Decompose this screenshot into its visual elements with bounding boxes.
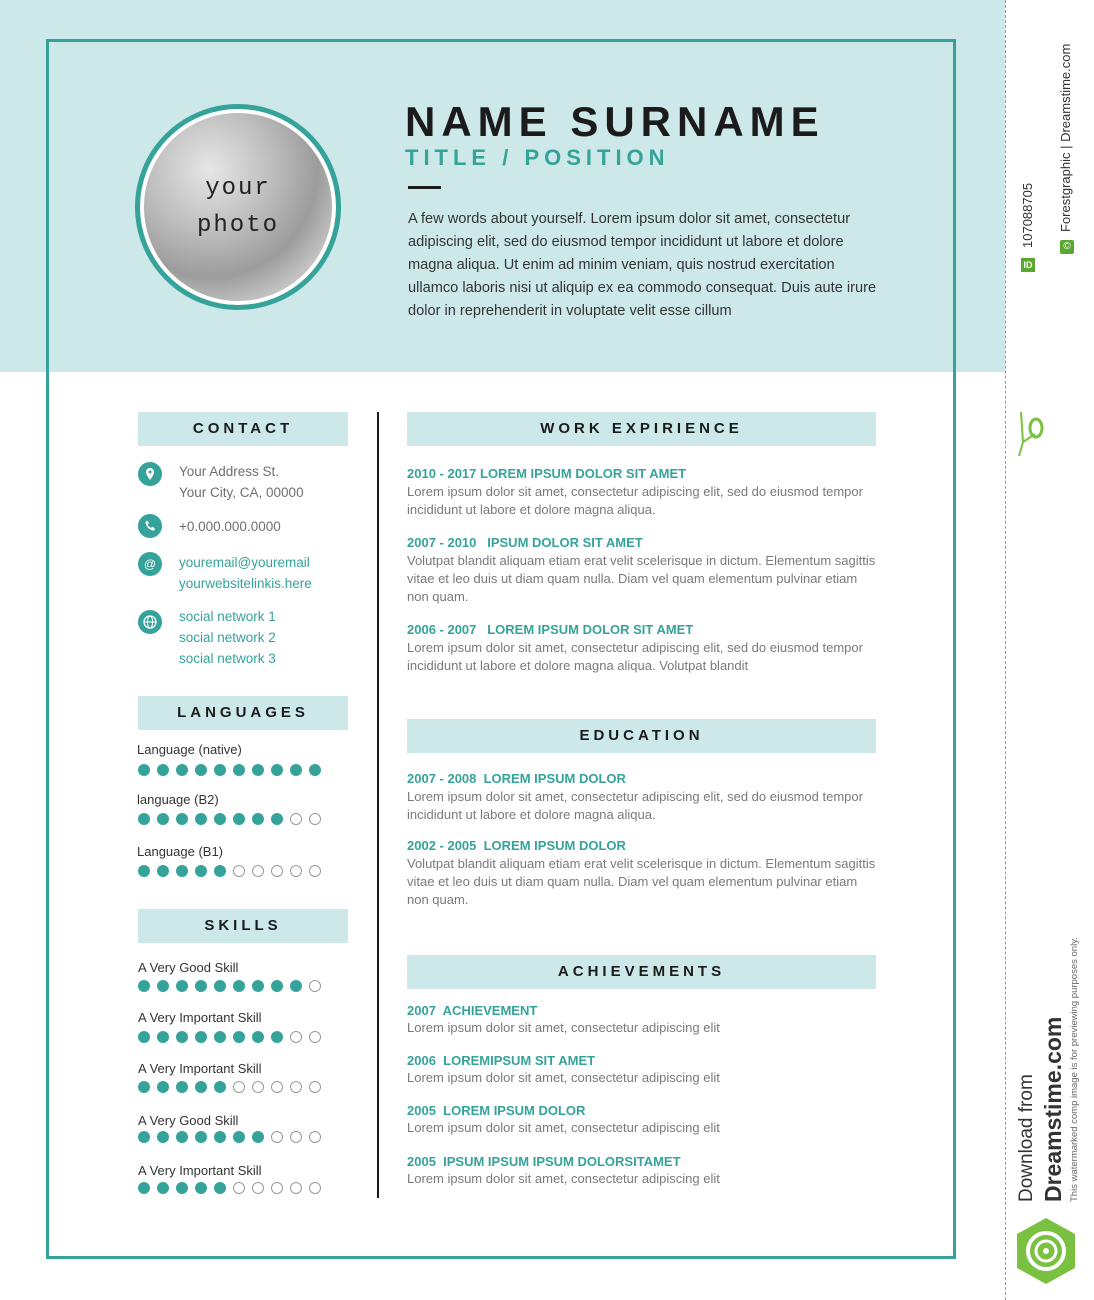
dreamstime-brand-text: Dreamstime.com (1040, 1016, 1066, 1202)
dreamstime-logo-icon (1011, 1216, 1081, 1286)
education-heading: EDUCATION (407, 719, 876, 753)
page-frame (46, 39, 956, 1259)
skill-label: A Very Important Skill (138, 1061, 262, 1076)
photo-placeholder-text: your photo (196, 175, 279, 239)
skill-label: A Very Important Skill (138, 1163, 262, 1178)
about-text: A few words about yourself. Lorem ipsum dolor sit amet, consectetur adipiscing elit, sed do eiusmod tempor incididunt ut labore et dolore magna aliqua. Ut enim ad minim veniam, quis nostrud exercitation ullamco laboris nisi ut aliquip ex ea commodo consequat. Duis aute irure dolor in reprehenderit in voluptate velit esse cillum (408, 211, 877, 319)
contact-address: Your Address St. Your City, CA, 00000 (179, 464, 304, 500)
education-entry-title: 2007 - 2008 LOREM IPSUM DOLOR (407, 771, 626, 786)
achievement-desc: Lorem ipsum dolor sit amet, consectetur adipiscing elit (407, 1120, 720, 1135)
work-entry-desc: Volutpat blandit aliquam etiam erat velit scelerisque in dictum. Elementum sagittis vitae et leo duis ut diam quam nulla. Diam vel quam elementum pulvinar etiam non quam. (407, 553, 876, 604)
achievement-title: 2005 LOREM IPSUM DOLOR (407, 1103, 586, 1118)
work-entry-title: 2007 - 2010 IPSUM DOLOR SIT AMET (407, 535, 643, 550)
social-link[interactable]: social network 2 (179, 630, 276, 645)
contact-phone: +0.000.000.0000 (179, 519, 281, 534)
achievements-heading: ACHIEVEMENTS (407, 955, 876, 989)
work-entry-desc: Lorem ipsum dolor sit amet, consectetur adipiscing elit, sed do eiusmod tempor incididunt ut labore et dolore magna aliqua. (407, 484, 863, 517)
image-credit: Forestgraphic | Dreamstime.com (1058, 43, 1073, 232)
achievement-desc: Lorem ipsum dolor sit amet, consectetur adipiscing elit (407, 1020, 720, 1035)
skill-label: A Very Good Skill (138, 960, 239, 975)
contact-heading: CONTACT (138, 412, 348, 446)
work-entry-title: 2010 - 2017 LOREM IPSUM DOLOR SIT AMET (407, 466, 687, 481)
achievement-title: 2007 ACHIEVEMENT (407, 1003, 538, 1018)
at-sign-icon: @ (138, 552, 162, 576)
download-from-text: Download from (1016, 1074, 1037, 1202)
watermark-notice: This watermarked comp image is for previewing purposes only. (1069, 937, 1080, 1202)
copyright-icon: © (1060, 240, 1074, 254)
work-heading: WORK EXPIRIENCE (407, 412, 876, 446)
education-entry-desc: Volutpat blandit aliquam etiam erat velit scelerisque in dictum. Elementum sagittis vitae et leo duis ut diam quam nulla. Diam vel quam elementum pulvinar etiam non quam. (407, 856, 876, 907)
work-entry-desc: Lorem ipsum dolor sit amet, consectetur adipiscing elit, sed do eiusmod tempor incididunt ut labore et dolore magna aliqua. Volutpat blandit (407, 640, 863, 673)
social-link[interactable]: social network 3 (179, 651, 276, 666)
id-badge: ID (1021, 258, 1035, 272)
scissors-icon (1005, 410, 1045, 470)
social-link[interactable]: social network 1 (179, 609, 276, 624)
languages-heading: LANGUAGES (138, 696, 348, 730)
achievement-desc: Lorem ipsum dolor sit amet, consectetur adipiscing elit (407, 1070, 720, 1085)
language-label: language (B2) (137, 792, 219, 807)
language-label: Language (native) (137, 742, 242, 757)
work-entry-title: 2006 - 2007 LOREM IPSUM DOLOR SIT AMET (407, 622, 694, 637)
achievement-desc: Lorem ipsum dolor sit amet, consectetur adipiscing elit (407, 1171, 720, 1186)
achievement-title: 2005 IPSUM IPSUM IPSUM DOLORSITAMET (407, 1154, 681, 1169)
skill-label: A Very Good Skill (138, 1113, 239, 1128)
skills-heading: SKILLS (138, 909, 348, 943)
resume-title: TITLE / POSITION (405, 145, 670, 170)
language-label: Language (B1) (137, 844, 224, 859)
website-link[interactable]: yourwebsitelinkis.here (179, 576, 312, 591)
education-entry-title: 2002 - 2005 LOREM IPSUM DOLOR (407, 838, 626, 853)
education-entry-desc: Lorem ipsum dolor sit amet, consectetur adipiscing elit, sed do eiusmod tempor incididunt ut labore et dolore magna aliqua. (407, 789, 863, 822)
email-link[interactable]: youremail@youremail (179, 555, 310, 570)
skill-label: A Very Important Skill (138, 1010, 262, 1025)
achievement-title: 2006 LOREMIPSUM SIT AMET (407, 1053, 596, 1068)
resume-name: NAME SURNAME (405, 98, 825, 145)
image-id: 107088705 (1020, 182, 1035, 248)
